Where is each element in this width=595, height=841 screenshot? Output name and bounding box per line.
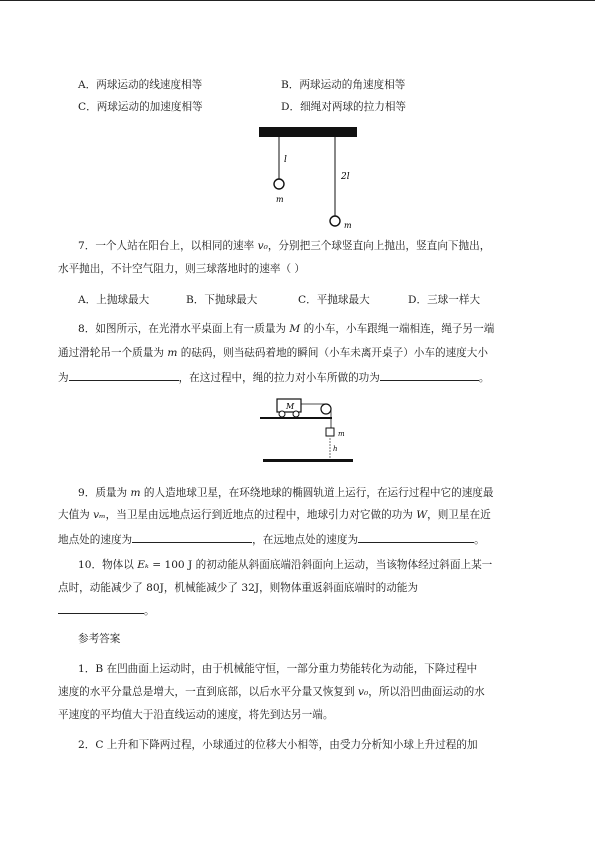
option-c: C．两球运动的加速度相等: [78, 101, 203, 113]
cart-pulley-diagram: [260, 396, 360, 466]
answer-heading: 参考答案: [78, 633, 121, 645]
q9-line1: 9．质量为 m 的人造地球卫星，在环绕地球的椭圆轨道上运行，在运行过程中它的速度最: [78, 487, 494, 499]
label-M: M: [286, 402, 295, 411]
q8-line2: 通过滑轮吊一个质量为 m 的砝码，则当砝码着地的瞬间（小车未离开桌子）小车的速度大小: [58, 347, 488, 359]
answer-1-line2: 速度的水平分量总是增大，一直到底部，以后水平分量又恢复到 v₀，所以沿凹曲面运动的水: [58, 686, 485, 698]
answer-2-line1: 2．C 上升和下降两过程，小球通过的位移大小相等，由受力分析知小球上升过程的加: [78, 739, 478, 751]
option-b: B．两球运动的角速度相等: [281, 79, 406, 91]
top-rule: [0, 0, 595, 1]
label-l: l: [284, 155, 287, 165]
q7-option-d: D．三球一样大: [408, 294, 481, 306]
q8-line3: 为 ，在这过程中，绳的拉力对小车所做的功为 。: [58, 369, 489, 385]
pendulum-diagram: [255, 127, 365, 232]
q9-line2: 大值为 vₘ，当卫星由远地点运行到近地点的过程中，地球引力对它做的功为 W，则卫星在近: [58, 509, 491, 521]
label-h: h: [333, 445, 338, 453]
q9-line3: 地点处的速度为 ，在远地点处的速度为 。: [58, 531, 485, 547]
answer-blank: [358, 531, 474, 543]
q7-line1: 7．一个人站在阳台上，以相同的速率 v₀，分别把三个球竖直向上抛出，竖直向下抛出，: [78, 240, 491, 252]
q10-line3: 。: [58, 602, 155, 618]
answer-blank: [132, 531, 252, 543]
answer-1-line1: 1．B 在凹曲面上运动时，由于机械能守恒，一部分重力势能转化为动能，下降过程中: [78, 663, 478, 675]
q7-option-c: C．平抛球最大: [298, 294, 370, 306]
q8-line1: 8．如图所示，在光滑水平桌面上有一质量为 M 的小车，小车跟绳一端相连，绳子另一端: [78, 323, 495, 335]
option-a: A．两球运动的线速度相等: [78, 79, 203, 91]
label-m-left: m: [276, 195, 284, 204]
label-m-right: m: [344, 221, 352, 230]
answer-blank: [58, 602, 144, 614]
q7-option-b: B．下抛球最大: [186, 294, 258, 306]
option-d: D．细绳对两球的拉力相等: [281, 101, 407, 113]
q10-line1: 10．物体以 Eₖ = 100 J 的初动能从斜面底端沿斜面向上运动，当该物体经过斜面上某一: [78, 559, 493, 571]
answer-1-line3: 平速度的平均值大于沿直线运动的速度，将先到达另一端。: [58, 709, 334, 721]
answer-blank: [69, 369, 179, 381]
q10-line2: 点时，动能减少了 80J，机械能减少了 32J，则物体重返斜面底端时的动能为: [58, 582, 418, 594]
label-2l: 2l: [341, 172, 350, 182]
answer-blank: [380, 369, 479, 381]
q7-option-a: A．上抛球最大: [78, 294, 150, 306]
label-m: m: [338, 430, 345, 438]
q7-line2: 水平抛出，不计空气阻力，则三球落地时的速率（ ）: [58, 263, 306, 275]
